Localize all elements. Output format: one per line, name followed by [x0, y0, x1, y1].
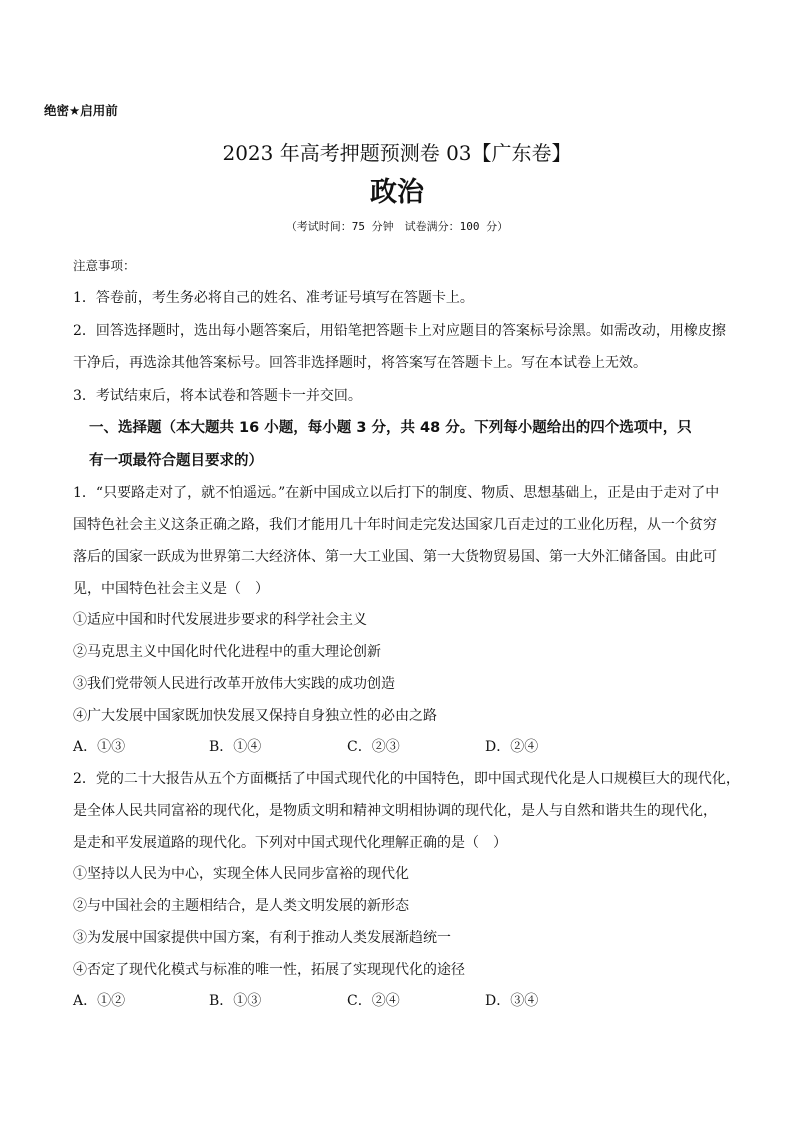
q2-statement-4: ④否定了现代化模式与标准的唯一性，拓展了实现现代化的途径: [73, 962, 465, 978]
q1-stem-line-2: 国特色社会主义这条正确之路，我们才能用几十年时间走完发达国家几百走过的工业化历程，从一个贫穷: [73, 517, 717, 533]
q2-option-b: B．①③: [209, 993, 262, 1009]
q2-statement-1: ①坚持以人民为中心，实现全体人民同步富裕的现代化: [73, 866, 409, 882]
q1-statement-1: ①适应中国和时代发展进步要求的科学社会主义: [73, 612, 367, 628]
q1-statement-4: ④广大发展中国家既加快发展又保持自身独立性的必由之路: [73, 708, 437, 724]
exam-time-info: （考试时间：75 分钟 试卷满分：100 分）: [285, 220, 509, 233]
q1-stem-line-4: 见，中国特色社会主义是（ ）: [73, 581, 269, 597]
q1-stem-line-1: 1．“只要路走对了，就不怕遥远。”在新中国成立以后打下的制度、物质、思想基础上，正是由于走对了中: [73, 485, 720, 501]
section-heading-line-2: 有一项最符合题目要求的）: [89, 453, 263, 469]
q1-option-a: A．①③: [73, 739, 126, 755]
q1-statement-3: ③我们党带领人民进行改革开放伟大实践的成功创造: [73, 676, 395, 692]
notice-item-2-line-1: 2．回答选择题时，选出每小题答案后，用铅笔把答题卡上对应题目的答案标号涂黑。如需改动，用橡皮擦: [73, 323, 726, 339]
q1-option-c: C．②③: [347, 739, 400, 755]
section-heading-line-1: 一、选择题（本大题共 16 小题，每小题 3 分，共 48 分。下列每小题给出的四个选项中，只: [89, 420, 692, 436]
q1-option-d: D．②④: [485, 739, 539, 755]
notice-item-2-line-2: 干净后，再选涂其他答案标号。回答非选择题时，将答案写在答题卡上。写在本试卷上无效。: [73, 355, 647, 371]
exam-title: 2023 年高考押题预测卷 03【广东卷】: [222, 141, 572, 165]
q2-stem-line-2: 是全体人民共同富裕的现代化，是物质文明和精神文明相协调的现代化，是人与自然和谐共生的现代化，: [73, 803, 717, 819]
q1-statement-2: ②马克思主义中国化时代化进程中的重大理论创新: [73, 644, 381, 660]
q2-stem-line-1: 2．党的二十大报告从五个方面概括了中国式现代化的中国特色，即中国式现代化是人口规模巨大的现代化，: [73, 771, 740, 787]
q1-option-b: B．①④: [209, 739, 262, 755]
secret-label: 绝密★启用前: [44, 103, 118, 118]
notice-heading: 注意事项：: [73, 258, 136, 273]
q1-stem-line-3: 落后的国家一跃成为世界第二大经济体、第一大工业国、第一大货物贸易国、第一大外汇储备国。由此可: [73, 549, 717, 565]
notice-item-3: 3．考试结束后，将本试卷和答题卡一并交回。: [73, 388, 362, 404]
q2-statement-3: ③为发展中国家提供中国方案，有利于推动人类发展渐趋统一: [73, 930, 451, 946]
q2-option-c: C．②④: [347, 993, 400, 1009]
notice-item-1: 1．答卷前，考生务必将自己的姓名、准考证号填写在答题卡上。: [73, 290, 474, 306]
q2-option-d: D．③④: [485, 993, 539, 1009]
subject-title: 政治: [370, 177, 424, 208]
q2-stem-line-3: 是走和平发展道路的现代化。下列对中国式现代化理解正确的是（ ）: [73, 835, 507, 851]
q2-option-a: A．①②: [73, 993, 126, 1009]
q2-statement-2: ②与中国社会的主题相结合，是人类文明发展的新形态: [73, 898, 409, 914]
